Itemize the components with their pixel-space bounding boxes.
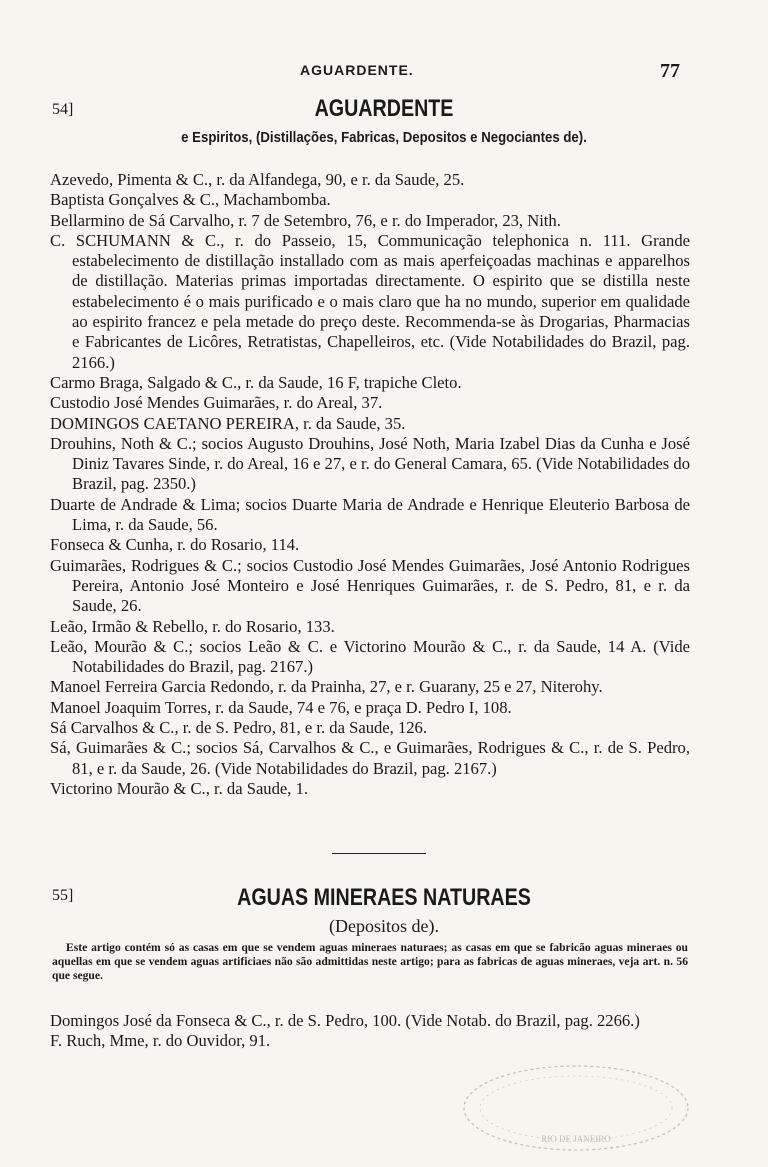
section-number: 54] bbox=[52, 101, 74, 118]
list-item: Custodio José Mendes Guimarães, r. do Areal, 37. bbox=[50, 393, 383, 413]
section-number: 55] bbox=[52, 887, 74, 904]
entry-list bbox=[50, 170, 690, 799]
list-item: Fonseca & Cunha, r. do Rosario, 114. bbox=[50, 535, 300, 555]
section-subtitle: (Depositos de). bbox=[329, 916, 439, 936]
list-item: Duarte de Andrade & Lima; socios Duarte Maria de Andrade e Henrique Eleuterio Barbosa de Lima, r. da Saude, 56. bbox=[50, 494, 690, 535]
list-item: Azevedo, Pimenta & C., r. da Alfandega, 90, e r. da Saude, 25. bbox=[50, 170, 465, 189]
section-title: AGUAS MINERAES NATURAES bbox=[237, 884, 531, 911]
list-item: C. SCHUMANN & C., r. do Passeio, 15, Communicação telephonica n. 111. Grande estabelecimento de distillação installado com as mais aperfeiçoadas machinas e apparelhos de distillação. Materias primas importadas directamente. O espirito que se distilla neste estabelecimento é o mais purificado e o mais claro que ha no mundo, superior em qualidade ao espirito francez e pela metade do preço deste. Recommenda-se às Drogarias, Pharmacias e Fabricantes de Licôres, Retratistas, Chapelleiros, etc. (Vide Notabilidades do Brazil, pag. 2166.) bbox=[50, 230, 690, 372]
list-item: Baptista Gonçalves & C., Machambomba. bbox=[50, 190, 331, 210]
list-item: Victorino Mourão & C., r. da Saude, 1. bbox=[50, 778, 309, 798]
list-item: Carmo Braga, Salgado & C., r. da Saude, 16 F, trapiche Cleto. bbox=[50, 372, 462, 392]
list-item: Bellarmino de Sá Carvalho, r. 7 de Setembro, 76, e r. do Imperador, 23, Nith. bbox=[50, 210, 561, 230]
list-item: F. Ruch, Mme, r. do Ouvidor, 91. bbox=[50, 1031, 271, 1051]
entry-list bbox=[50, 1011, 690, 1052]
list-item: Manoel Ferreira Garcia Redondo, r. da Prainha, 27, e r. Guarany, 25 e 27, Niterohy. bbox=[50, 677, 603, 697]
list-item: DOMINGOS CAETANO PEREIRA, r. da Saude, 35. bbox=[50, 413, 406, 433]
section-divider bbox=[332, 853, 426, 854]
library-stamp bbox=[456, 1058, 696, 1158]
list-item: Guimarães, Rodrigues & C.; socios Custodio José Mendes Guimarães, José Antonio Rodrigues Pereira, Antonio José Monteiro e José Henriques Guimarães, r. de S. Pedro, 81, e r. da Saude, 26. bbox=[50, 555, 690, 616]
running-title: AGUARDENTE. bbox=[300, 62, 414, 78]
list-item: Domingos José da Fonseca & C., r. de S. Pedro, 100. (Vide Notab. do Brazil, pag. 2266.) bbox=[50, 1011, 640, 1030]
list-item: Manoel Joaquim Torres, r. da Saude, 74 e 76, e praça D. Pedro I, 108. bbox=[50, 697, 512, 717]
section-subtitle: e Espiritos, (Distillações, Fabricas, Depositos e Negociantes de). bbox=[181, 129, 587, 146]
list-item: Leão, Irmão & Rebello, r. do Rosario, 133. bbox=[50, 616, 335, 636]
section-title: AGUARDENTE bbox=[314, 95, 454, 122]
page-number: 77 bbox=[660, 60, 680, 82]
stamp-text: RIO DE JANEIRO bbox=[541, 1134, 611, 1144]
list-item: Sá, Guimarães & C.; socios Sá, Carvalhos & C., e Guimarães, Rodrigues & C., r. de S. Pedro, 81, e r. da Saude, 26. (Vide Notabilidades do Brazil, pag. 2167.) bbox=[50, 738, 690, 778]
list-item: Drouhins, Noth & C.; socios Augusto Drouhins, José Noth, Maria Izabel Dias da Cunha e José Diniz Tavares Sinde, r. do Areal, 16 e 27, e r. do General Camara, 65. (Vide Notabilidades do Brazil, pag. 2350.) bbox=[50, 433, 690, 494]
list-item: Leão, Mourão & C.; socios Leão & C. e Victorino Mourão & C., r. da Saude, 14 A. (Vide Notabilidades do Brazil, pag. 2167.) bbox=[50, 636, 690, 677]
section-note: Este artigo contém só as casas em que se vendem aguas mineraes naturaes; as casas em que se fabricão aguas mineraes ou aquellas em que se vendem aguas artificiaes não são admittidas neste artigo; para as fabricas de aguas mineraes, veja art. n. 56 que segue. bbox=[52, 941, 688, 982]
running-head bbox=[0, 62, 768, 82]
list-item: Sá Carvalhos & C., r. de S. Pedro, 81, e r. da Saude, 126. bbox=[50, 718, 428, 738]
